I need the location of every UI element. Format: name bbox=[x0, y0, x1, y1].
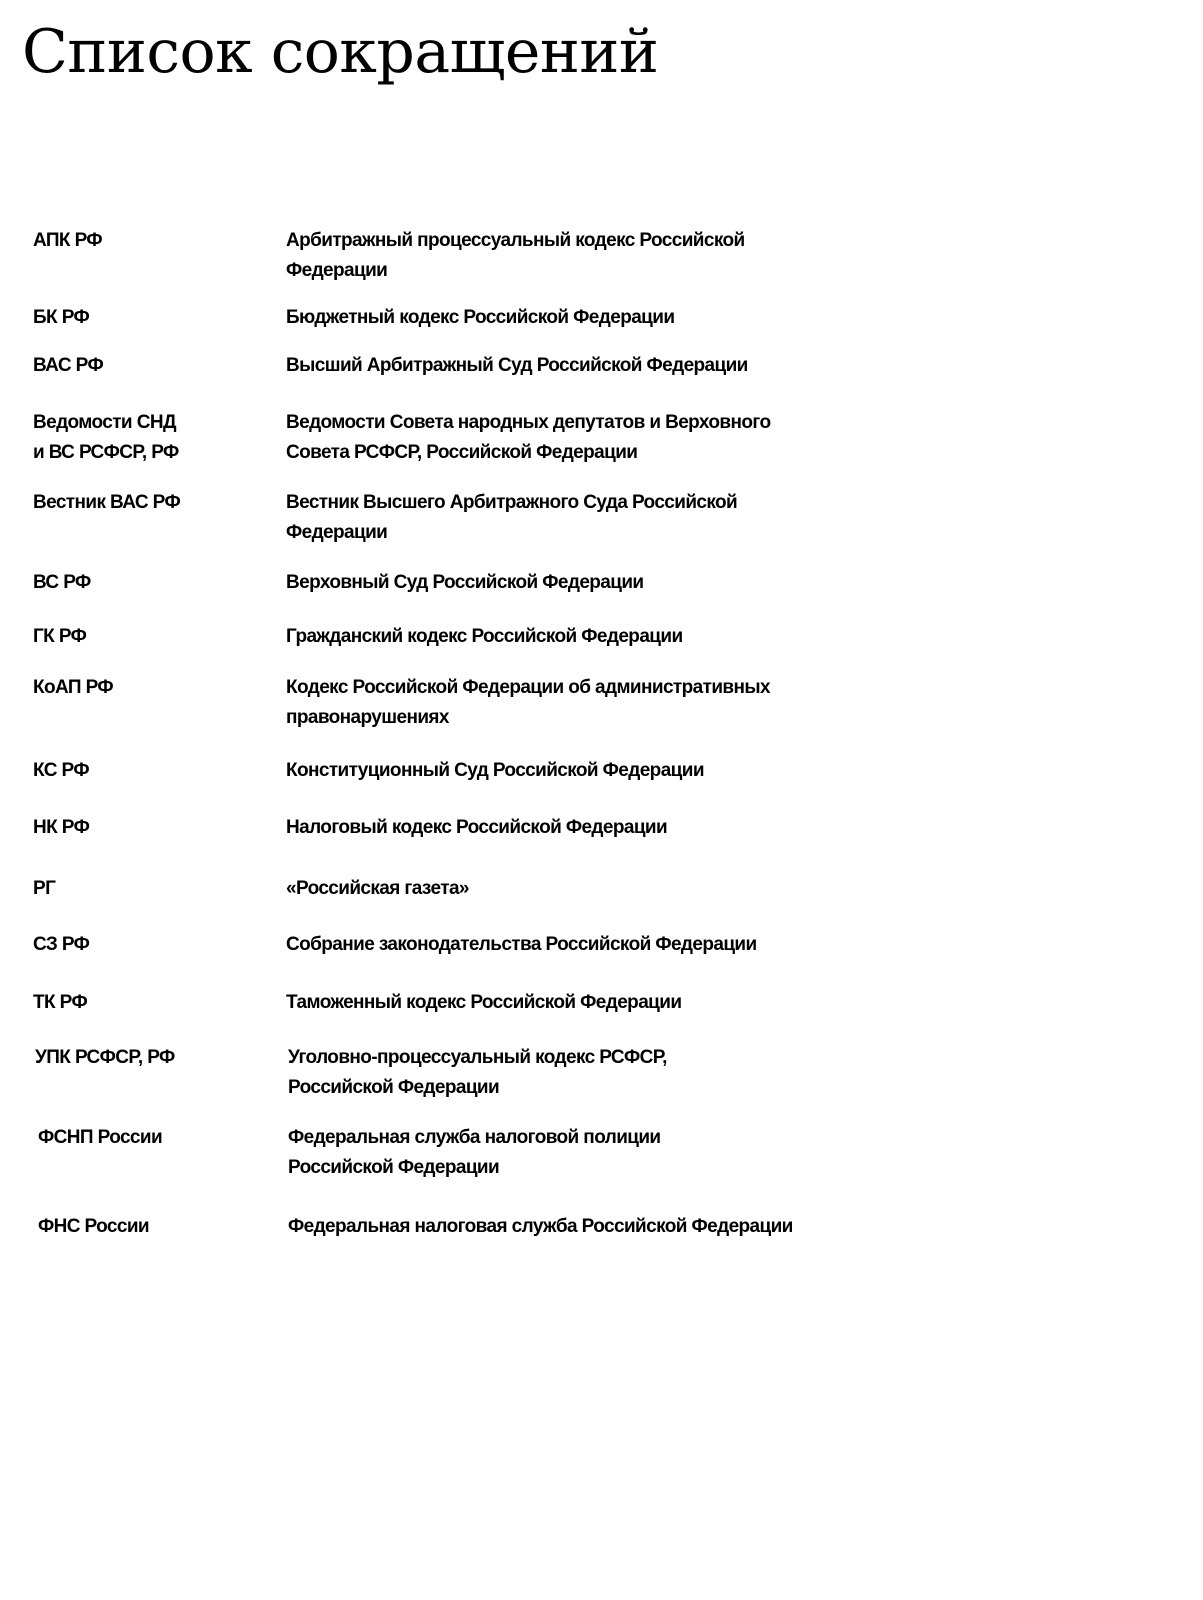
abbreviation-definition bbox=[286, 813, 846, 843]
abbreviation-definition-line: Арбитражный процессуальный кодекс Российской bbox=[286, 230, 745, 251]
abbreviation-definition bbox=[286, 303, 846, 333]
abbreviation-definition-line: Кодекс Российской Федерации об административных bbox=[286, 677, 770, 698]
abbreviation-term bbox=[38, 1212, 278, 1242]
abbreviation-definition bbox=[286, 874, 846, 904]
abbreviation-term bbox=[33, 673, 273, 703]
abbreviation-definition-line: Федеральная служба налоговой полиции bbox=[288, 1127, 661, 1148]
page-title: Список сокращений bbox=[22, 17, 659, 87]
abbreviation-definition-line: Федеральная налоговая служба Российской Федерации bbox=[288, 1216, 793, 1237]
abbreviation-term bbox=[33, 408, 273, 468]
abbreviation-definition-line: Высший Арбитражный Суд Российской Федерации bbox=[286, 355, 748, 376]
abbreviation-term-line: ВАС РФ bbox=[33, 355, 104, 376]
abbreviation-definition bbox=[286, 488, 846, 548]
abbreviation-definition-line: Вестник Высшего Арбитражного Суда Российской bbox=[286, 492, 738, 513]
abbreviation-definition bbox=[286, 988, 846, 1018]
abbreviation-term-line: ГК РФ bbox=[33, 626, 87, 647]
abbreviation-term bbox=[33, 988, 273, 1018]
abbreviation-term-line: ТК РФ bbox=[33, 992, 88, 1013]
abbreviation-term bbox=[33, 874, 273, 904]
abbreviation-definition-line: Федерации bbox=[286, 260, 388, 281]
abbreviation-definition bbox=[286, 226, 846, 286]
abbreviation-definition-line: Уголовно-процессуальный кодекс РСФСР, bbox=[288, 1047, 667, 1068]
abbreviation-term bbox=[33, 488, 273, 518]
abbreviation-definition-line: Собрание законодательства Российской Федерации bbox=[286, 934, 757, 955]
abbreviation-term bbox=[38, 1123, 278, 1153]
abbreviation-term-line: КоАП РФ bbox=[33, 677, 114, 698]
abbreviation-term bbox=[33, 813, 273, 843]
abbreviation-definition-line: Налоговый кодекс Российской Федерации bbox=[286, 817, 668, 838]
abbreviation-definition bbox=[288, 1212, 848, 1242]
abbreviation-term-line: СЗ РФ bbox=[33, 934, 90, 955]
abbreviation-definition-line: Таможенный кодекс Российской Федерации bbox=[286, 992, 682, 1013]
abbreviation-term-line: АПК РФ bbox=[33, 230, 103, 251]
abbreviation-definition-line: Верховный Суд Российской Федерации bbox=[286, 572, 644, 593]
abbreviation-term-line: УПК РСФСР, РФ bbox=[35, 1047, 175, 1068]
abbreviation-term bbox=[33, 226, 273, 256]
abbreviation-definition-line: правонарушениях bbox=[286, 707, 449, 728]
abbreviation-term-line: ВС РФ bbox=[33, 572, 91, 593]
abbreviation-definition bbox=[286, 930, 846, 960]
abbreviation-definition-line: «Российская газета» bbox=[286, 878, 469, 899]
abbreviation-term bbox=[33, 930, 273, 960]
abbreviation-definition-line: Федерации bbox=[286, 522, 388, 543]
abbreviation-definition-line: Бюджетный кодекс Российской Федерации bbox=[286, 307, 675, 328]
abbreviation-definition bbox=[286, 568, 846, 598]
abbreviation-definition bbox=[286, 408, 846, 468]
abbreviation-definition bbox=[286, 622, 846, 652]
abbreviation-definition-line: Конституционный Суд Российской Федерации bbox=[286, 760, 704, 781]
abbreviation-term bbox=[35, 1043, 275, 1073]
abbreviation-definition bbox=[286, 351, 846, 381]
abbreviation-term bbox=[33, 622, 273, 652]
abbreviation-term-line: ФСНП России bbox=[38, 1127, 163, 1148]
abbreviation-term-line: НК РФ bbox=[33, 817, 90, 838]
abbreviation-definition bbox=[286, 756, 846, 786]
abbreviation-definition-line: Российской Федерации bbox=[288, 1077, 500, 1098]
abbreviation-term bbox=[33, 568, 273, 598]
abbreviation-term-line: и ВС РСФСР, РФ bbox=[33, 442, 179, 463]
abbreviation-definition-line: Совета РСФСР, Российской Федерации bbox=[286, 442, 638, 463]
abbreviation-definition-line: Российской Федерации bbox=[288, 1157, 500, 1178]
abbreviation-term-line: Ведомости СНД bbox=[33, 412, 176, 433]
abbreviation-term bbox=[33, 303, 273, 333]
abbreviation-term bbox=[33, 351, 273, 381]
abbreviation-definition-line: Гражданский кодекс Российской Федерации bbox=[286, 626, 683, 647]
abbreviation-term-line: Вестник ВАС РФ bbox=[33, 492, 181, 513]
abbreviation-definition bbox=[288, 1043, 848, 1103]
abbreviation-term-line: РГ bbox=[33, 878, 56, 899]
abbreviation-term-line: ФНС России bbox=[38, 1216, 149, 1237]
abbreviation-definition bbox=[288, 1123, 848, 1183]
abbreviation-term-line: КС РФ bbox=[33, 760, 89, 781]
abbreviation-definition bbox=[286, 673, 846, 733]
abbreviation-term-line: БК РФ bbox=[33, 307, 90, 328]
abbreviation-definition-line: Ведомости Совета народных депутатов и Верховного bbox=[286, 412, 771, 433]
abbreviation-term bbox=[33, 756, 273, 786]
